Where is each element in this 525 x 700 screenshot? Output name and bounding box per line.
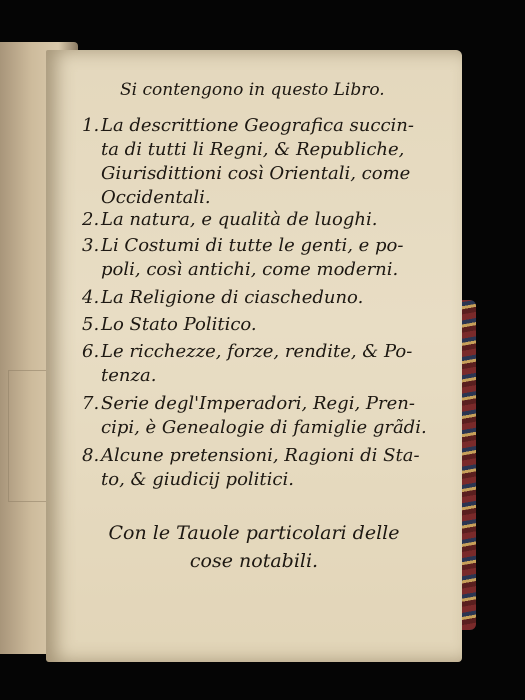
item-line: poli, così antichi, come moderni. bbox=[101, 259, 399, 280]
item-line: Li Costumi di tutte le genti, e po- bbox=[101, 235, 404, 256]
item-line: La Religione di ciascheduno. bbox=[101, 287, 364, 308]
page-heading: Si contengono in questo Libro. bbox=[120, 80, 385, 100]
item-number: 7. bbox=[82, 393, 100, 414]
item-line: La descrittione Geografica succin- bbox=[101, 115, 414, 136]
item-number: 4. bbox=[82, 287, 100, 308]
item-line: Serie degl'Imperadori, Regi, Pren- bbox=[101, 393, 415, 414]
item-line: Lo Stato Politico. bbox=[101, 314, 257, 335]
item-line: cipi, è Genealogie di famiglie grãdi. bbox=[101, 417, 427, 438]
item-line: tenza. bbox=[101, 365, 157, 386]
item-number: 5. bbox=[82, 314, 100, 335]
item-line: Alcune pretensioni, Ragioni di Sta- bbox=[101, 445, 420, 466]
item-line: to, & giudicij politici. bbox=[101, 469, 294, 490]
footer-line: Con le Tauole particolari delle bbox=[108, 522, 400, 544]
item-number: 2. bbox=[82, 209, 100, 230]
book-page bbox=[46, 50, 462, 662]
item-number: 8. bbox=[82, 445, 100, 466]
item-number: 1. bbox=[82, 115, 100, 136]
item-line: Occidentali. bbox=[101, 187, 211, 208]
item-line: ta di tutti li Regni, & Republiche, bbox=[101, 139, 405, 160]
item-number: 3. bbox=[82, 235, 100, 256]
item-line: Giurisdittioni così Orientali, come bbox=[101, 163, 411, 184]
item-line: Le ricchezze, forze, rendite, & Po- bbox=[101, 341, 413, 362]
item-number: 6. bbox=[82, 341, 100, 362]
footer-line: cose notabili. bbox=[189, 550, 319, 572]
item-line: La natura, e qualità de luoghi. bbox=[101, 209, 378, 230]
